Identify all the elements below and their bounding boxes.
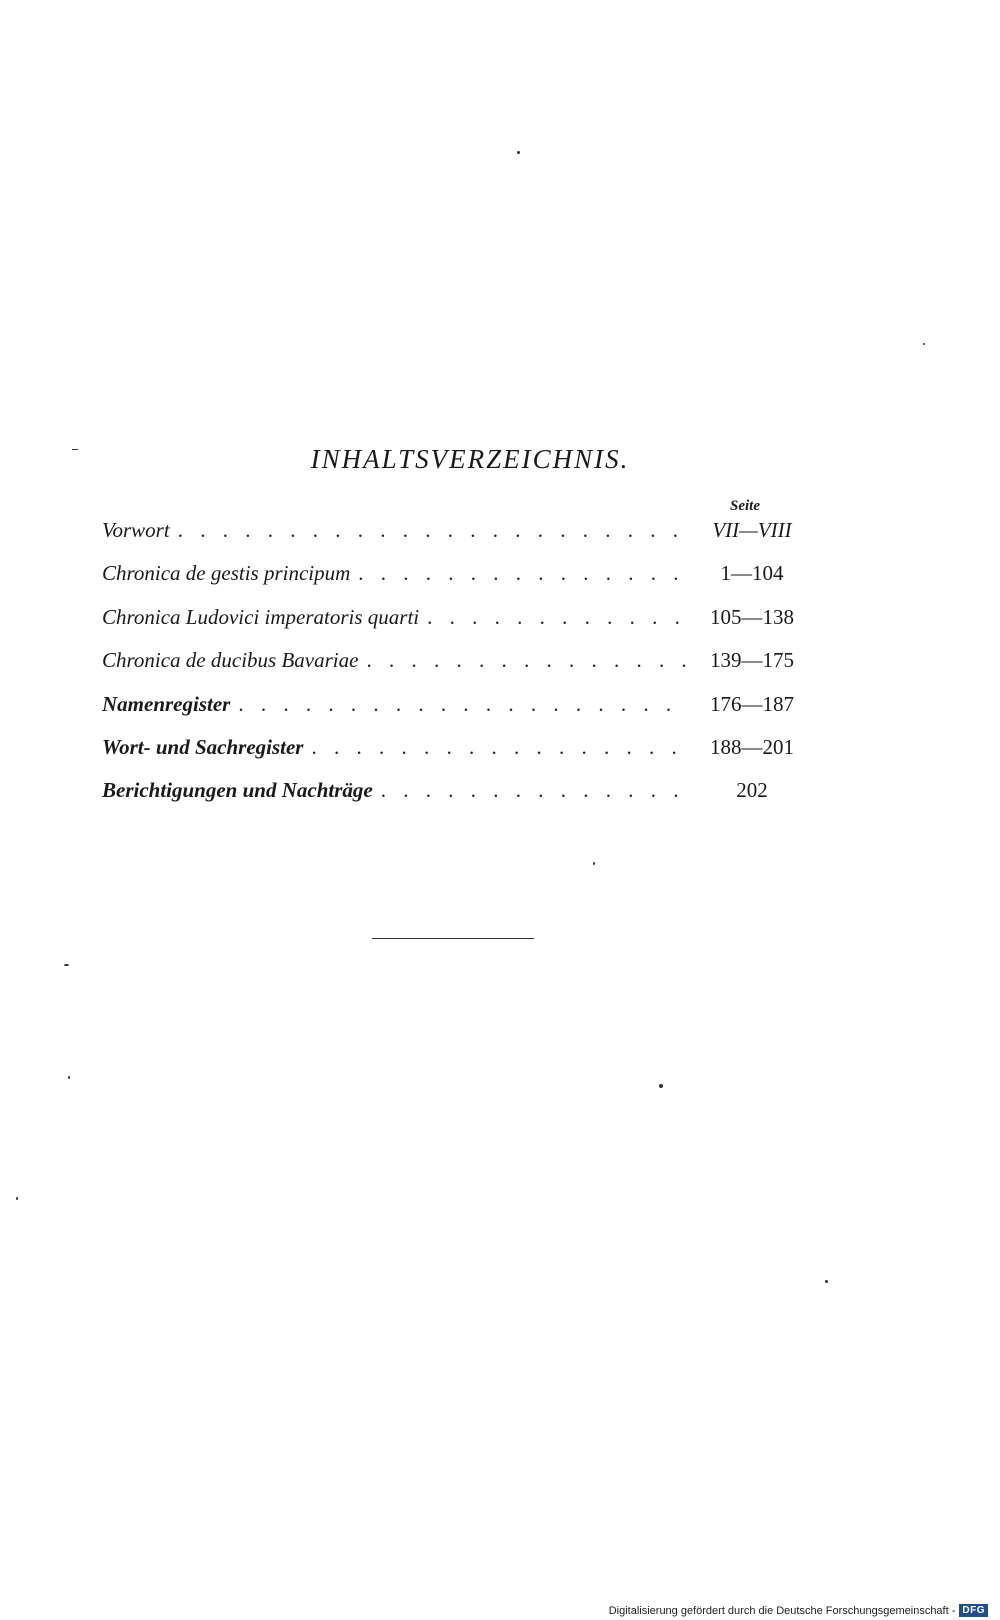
section-divider	[372, 938, 534, 939]
digitization-credit	[609, 1604, 988, 1617]
toc-entry-pages: 105—138	[710, 604, 794, 629]
dot-leader	[178, 518, 689, 543]
toc-entry-pages: 1—104	[720, 561, 784, 586]
toc-entry	[102, 778, 807, 821]
toc-entry-label: Chronica de ducibus Bavariae	[102, 648, 359, 673]
toc-entry-pages: 202	[736, 778, 768, 803]
scan-speck	[16, 1197, 18, 1200]
dot-leader	[366, 648, 689, 673]
toc-entry-pages: 188—201	[710, 734, 794, 759]
page-column-header: Seite	[730, 498, 760, 514]
scan-speck	[659, 1084, 663, 1088]
toc-entry-label: Berichtigungen und Nachträge	[102, 778, 373, 803]
scan-speck	[68, 1076, 70, 1079]
scan-speck	[64, 964, 69, 966]
toc-entry-label: Namenregister	[102, 691, 231, 716]
toc-entry	[102, 518, 807, 561]
toc-entry-pages: 139—175	[710, 648, 794, 673]
toc-entry-label: Chronica de gestis principum	[102, 561, 351, 586]
table-of-contents	[102, 518, 807, 822]
dot-leader	[358, 561, 689, 586]
scan-speck	[593, 862, 595, 865]
scan-speck	[923, 343, 925, 345]
toc-entry-pages: VII—VIII	[712, 518, 792, 542]
toc-entry	[102, 605, 807, 648]
toc-entry	[102, 692, 807, 735]
dot-leader	[238, 692, 689, 717]
scan-speck	[517, 151, 520, 154]
toc-entry-pages: 176—187	[710, 691, 794, 716]
dot-leader	[381, 778, 689, 803]
dfg-logo: DFG	[959, 1604, 988, 1617]
toc-entry-label: Chronica Ludovici imperatoris quarti	[102, 604, 420, 629]
dot-leader	[311, 735, 689, 760]
dot-leader	[427, 605, 689, 630]
toc-entry	[102, 648, 807, 691]
toc-entry	[102, 561, 807, 604]
toc-entry-label: Wort- und Sachregister	[102, 734, 304, 759]
page-title: INHALTSVERZEICHNIS.	[310, 444, 630, 474]
scan-speck	[72, 449, 78, 450]
scan-speck	[825, 1280, 828, 1283]
digitization-credit-text: Digitalisierung gefördert durch die Deutsche Forschungsgemeinschaft -	[608, 1604, 956, 1617]
toc-entry-label: Vorwort	[102, 518, 170, 542]
toc-entry	[102, 735, 807, 778]
